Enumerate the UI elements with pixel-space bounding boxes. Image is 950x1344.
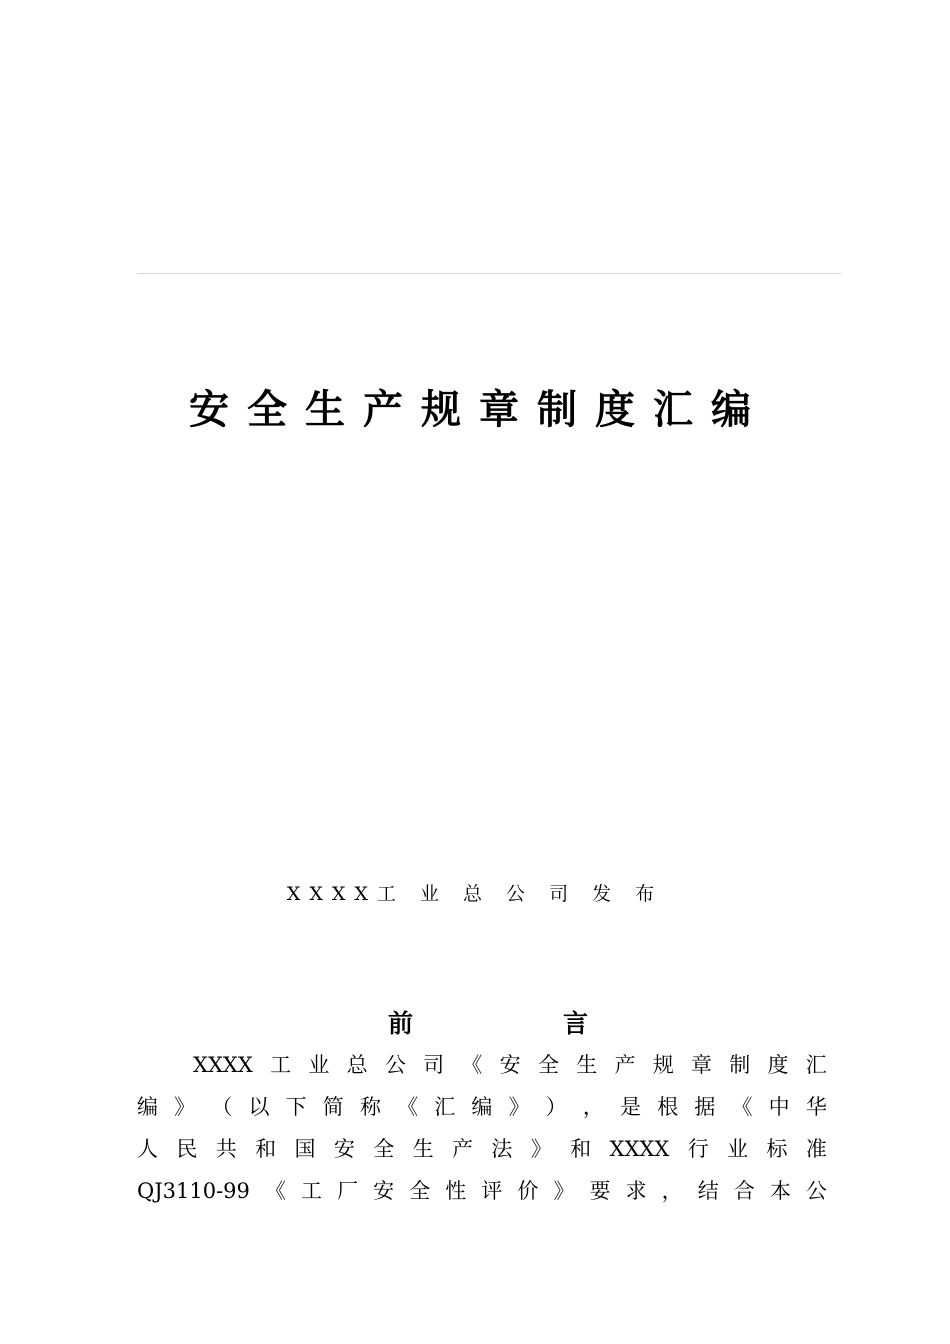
- preface-heading-left: 前: [388, 1009, 414, 1038]
- preface-token: 简: [322, 1095, 344, 1119]
- preface-token: ，: [661, 1179, 683, 1203]
- preface-token: 人: [137, 1137, 158, 1161]
- preface-token: 求: [625, 1179, 647, 1203]
- preface-token: 汇: [434, 1095, 456, 1119]
- preface-token: 》: [508, 1095, 530, 1119]
- preface-token: 工: [270, 1053, 292, 1077]
- preface-token: 司: [423, 1053, 445, 1077]
- preface-token: 》: [553, 1179, 575, 1203]
- preface-token: 据: [694, 1095, 716, 1119]
- preface-token: 全: [537, 1053, 559, 1077]
- preface-token: 生: [412, 1137, 434, 1161]
- preface-token: ，: [582, 1095, 604, 1119]
- preface-token: （: [211, 1095, 233, 1119]
- preface-token: 共: [215, 1137, 237, 1161]
- preface-token: 公: [384, 1053, 406, 1077]
- preface-token: 《: [461, 1053, 483, 1077]
- preface-token: 全: [373, 1137, 395, 1161]
- preface-token: ）: [545, 1095, 567, 1119]
- preface-token: 行: [687, 1137, 709, 1161]
- preface-line-2: [137, 1086, 827, 1128]
- preface-token: 安: [499, 1053, 521, 1077]
- preface-token: QJ3110-99: [137, 1179, 250, 1203]
- preface-token: 产: [452, 1137, 473, 1161]
- preface-token: XXXX: [193, 1053, 253, 1077]
- preface-line-3: [137, 1128, 827, 1170]
- preface-token: 下: [285, 1095, 307, 1119]
- preface-line-1: [193, 1044, 827, 1086]
- preface-token: 业: [308, 1053, 330, 1077]
- preface-token: 汇: [805, 1053, 827, 1077]
- preface-token: 全: [409, 1179, 431, 1203]
- preface-token: 和: [255, 1137, 277, 1161]
- preface-heading-right: 言: [562, 1009, 588, 1038]
- preface-token: 业: [727, 1137, 749, 1161]
- preface-token: 厂: [337, 1179, 359, 1203]
- preface-token: 生: [576, 1053, 598, 1077]
- preface-token: 民: [176, 1137, 198, 1161]
- preface-token: 《: [731, 1095, 753, 1119]
- preface-line-1-text: [193, 1044, 827, 1086]
- preface-token: 章: [691, 1053, 712, 1077]
- preface-token: 合: [733, 1179, 755, 1203]
- preface-token: 安: [333, 1137, 355, 1161]
- preface-token: XXXX: [609, 1137, 670, 1161]
- preface-token: 制: [729, 1053, 751, 1077]
- preface-token: 准: [805, 1137, 827, 1161]
- preface-heading: [388, 1004, 588, 1044]
- preface-token: 根: [657, 1095, 679, 1119]
- preface-token: 编: [137, 1095, 158, 1119]
- preface-token: 华: [805, 1095, 827, 1119]
- preface-token: 称: [359, 1095, 381, 1119]
- preface-token: 是: [620, 1095, 642, 1119]
- document-title: 安全生产规章制度汇编: [189, 387, 769, 433]
- preface-line-4: [137, 1170, 827, 1212]
- preface-token: 产: [614, 1053, 636, 1077]
- preface-token: 》: [174, 1095, 196, 1119]
- preface-token: 中: [768, 1095, 790, 1119]
- preface-line-2-text: [137, 1086, 827, 1128]
- publisher-line: XXXX工 业 总 公 司 发 布: [286, 883, 664, 905]
- preface-token: 法: [491, 1137, 513, 1161]
- preface-token: 价: [517, 1179, 539, 1203]
- preface-token: 总: [346, 1053, 368, 1077]
- preface-token: 性: [445, 1179, 467, 1203]
- preface-token: 》: [530, 1137, 552, 1161]
- preface-line-3-text: [137, 1128, 827, 1170]
- preface-token: 《: [264, 1179, 286, 1203]
- preface-token: 工: [301, 1179, 323, 1203]
- preface-token: 本: [769, 1179, 791, 1203]
- preface-line-4-text: [137, 1170, 827, 1212]
- preface-token: 以: [248, 1095, 270, 1119]
- preface-token: 和: [570, 1137, 592, 1161]
- header-rule: [137, 273, 841, 274]
- preface-token: 安: [373, 1179, 395, 1203]
- preface-token: 标: [766, 1137, 788, 1161]
- preface-token: 规: [652, 1053, 674, 1077]
- preface-token: 编: [471, 1095, 493, 1119]
- preface-token: 国: [294, 1137, 316, 1161]
- preface-token: 《: [397, 1095, 419, 1119]
- preface-token: 度: [767, 1053, 789, 1077]
- preface-token: 结: [697, 1179, 719, 1203]
- preface-token: 评: [481, 1179, 503, 1203]
- preface-token: 要: [589, 1179, 611, 1203]
- preface-token: 公: [805, 1179, 827, 1203]
